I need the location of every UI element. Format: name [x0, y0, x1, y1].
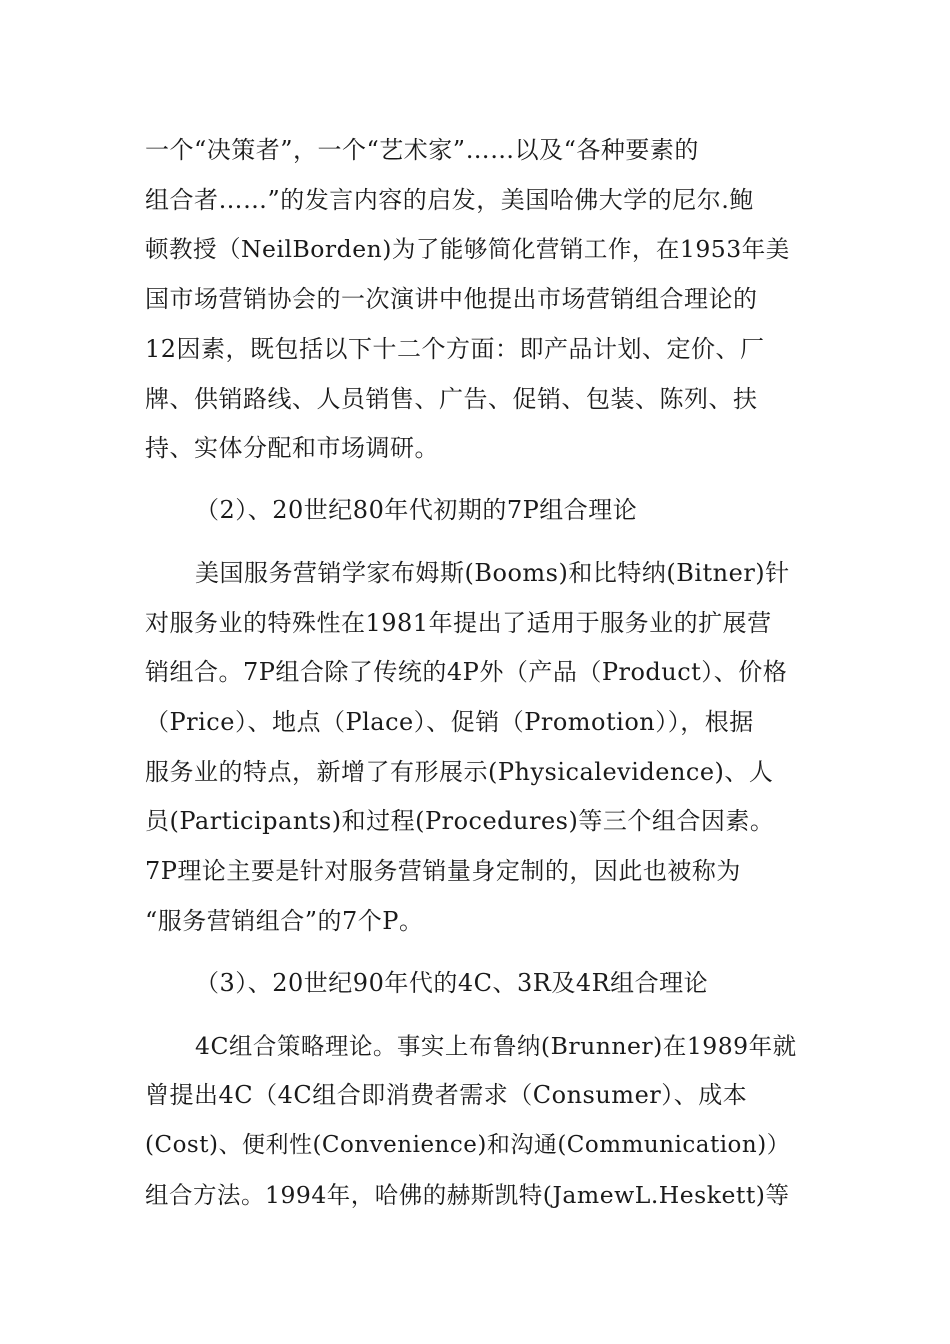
text-line: 员(Participants)和过程(Procedures)等三个组合因素。	[145, 807, 775, 835]
text-line: 服务业的特点，新增了有形展示(Physicalevidence)、人	[145, 758, 774, 786]
text-line: 组合方法。1994年，哈佛的赫斯凯特(JamewL.Heskett)等	[145, 1181, 790, 1209]
text-line: 曾提出4C（4C组合即消费者需求（Consumer）、成本	[145, 1081, 748, 1109]
text-line: 美国服务营销学家布姆斯(Booms)和比特纳(Bitner)针	[195, 559, 790, 587]
text-line: （Price）、地点（Place）、促销（Promotion）），根据	[145, 708, 754, 736]
text-line: “服务营销组合”的7个P。	[145, 907, 424, 935]
text-line: 7P理论主要是针对服务营销量身定制的，因此也被称为	[145, 857, 741, 885]
section-heading: （2）、20世纪80年代初期的7P组合理论	[195, 496, 638, 524]
section-heading: （3）、20世纪90年代的4C、3R及4R组合理论	[195, 969, 709, 997]
text-line: 国市场营销协会的一次演讲中他提出市场营销组合理论的	[145, 285, 758, 313]
text-line: 一个“决策者”，一个“艺术家”……以及“各种要素的	[145, 136, 699, 164]
text-line: (Cost)、便利性(Convenience)和沟通(Communication)）	[145, 1132, 791, 1158]
text-line: 牌、供销路线、人员销售、广告、促销、包装、陈列、扶	[145, 385, 758, 413]
text-line: 顿教授（NeilBorden)为了能够简化营销工作，在1953年美	[145, 235, 790, 263]
text-line: 4C组合策略理论。事实上布鲁纳(Brunner)在1989年就	[195, 1032, 797, 1060]
text-line: 对服务业的特殊性在1981年提出了适用于服务业的扩展营	[145, 609, 772, 637]
text-line: 销组合。7P组合除了传统的4P外（产品（Product）、价格	[145, 658, 788, 686]
text-line: 组合者……”的发言内容的启发，美国哈佛大学的尼尔.鲍	[145, 186, 754, 214]
text-line: 持、实体分配和市场调研。	[145, 434, 439, 462]
text-line: 12因素，既包括以下十二个方面：即产品计划、定价、厂	[145, 335, 765, 363]
